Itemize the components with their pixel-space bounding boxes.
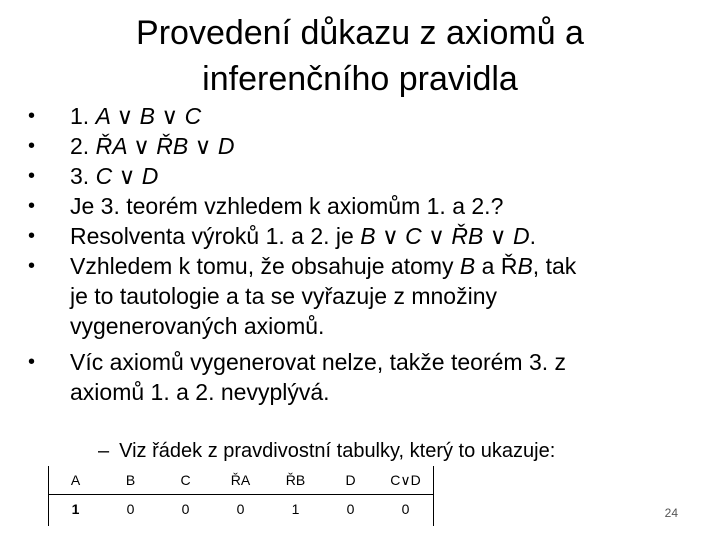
header-cell: D xyxy=(323,466,378,495)
page-number: 24 xyxy=(664,506,678,520)
table-cell: 0 xyxy=(236,501,245,517)
formula: B ∨ C ∨ ŘB ∨ D xyxy=(360,223,530,249)
bullet-text-line-2: je to tautologie a ta se vyřazuje z množiny xyxy=(70,283,498,309)
truth-table xyxy=(48,466,433,523)
formula: C ∨ D xyxy=(95,163,159,189)
table-cell: 0 xyxy=(126,501,135,517)
bullet-item-7 xyxy=(0,347,700,407)
bullet-text-line-1: Víc axiomů vygenerovat nelze, takže teorém 3. z xyxy=(70,349,567,375)
bullet-item-4 xyxy=(0,191,700,221)
title-line-1: Provedení důkazu z axiomů a xyxy=(136,14,584,52)
bullet-text-end: . xyxy=(529,223,536,249)
header-cell: ŘB xyxy=(268,466,323,495)
sub-bullet-text: Viz řádek z pravdivostní tabulky, který to ukazuje: xyxy=(119,440,556,462)
table-right-divider xyxy=(433,466,434,526)
bullet-dot: • xyxy=(28,165,36,187)
sub-bullet xyxy=(98,438,555,464)
bullet-dot: • xyxy=(28,351,36,373)
title-line-2: inferenčního pravidla xyxy=(202,60,518,98)
bullet-dot: • xyxy=(28,135,36,157)
header-cell: ŘA xyxy=(213,466,268,495)
bullet-text: Resolventa výroků 1. a 2. je xyxy=(70,223,361,249)
bullet-text: Vzhledem k tomu, že obsahuje atomy xyxy=(70,253,460,279)
formula: ŘA ∨ ŘB ∨ D xyxy=(95,133,235,159)
table-cell: 0 xyxy=(401,501,410,517)
item-number: 2. xyxy=(70,133,96,159)
bullet-item-2 xyxy=(0,131,700,161)
bullet-item-1 xyxy=(0,101,700,131)
bullet-text: a Ř xyxy=(475,253,518,279)
truth-table-header-row xyxy=(48,466,433,495)
bullet-item-6 xyxy=(0,251,700,341)
item-number: 1. xyxy=(70,103,96,129)
sub-bullet-dash: – xyxy=(98,440,110,462)
bullet-text: , tak xyxy=(532,253,577,279)
truth-table-row xyxy=(48,495,433,524)
bullet-dot: • xyxy=(28,195,36,217)
table-cell: 1 xyxy=(71,501,80,517)
header-cell: A xyxy=(48,466,103,495)
atom-b: B xyxy=(517,253,533,279)
bullet-text: Je 3. teorém vzhledem k axiomům 1. a 2.? xyxy=(70,193,504,219)
bullet-dot: • xyxy=(28,255,36,277)
bullet-item-5 xyxy=(0,221,700,251)
slide-title xyxy=(90,10,630,102)
item-number: 3. xyxy=(70,163,96,189)
bullet-dot: • xyxy=(28,105,36,127)
header-cell: C∨D xyxy=(378,466,433,495)
header-cell: C xyxy=(158,466,213,495)
bullet-list xyxy=(0,101,700,407)
formula: A ∨ B ∨ C xyxy=(95,103,202,129)
table-cell: 0 xyxy=(346,501,355,517)
table-cell: 0 xyxy=(181,501,190,517)
bullet-text-line-3: vygenerovaných axiomů. xyxy=(70,313,325,339)
bullet-item-3 xyxy=(0,161,700,191)
bullet-text-line-2: axiomů 1. a 2. nevyplývá. xyxy=(70,379,330,405)
table-left-divider xyxy=(48,466,49,526)
table-cell: 1 xyxy=(291,501,300,517)
atom-b: B xyxy=(459,253,476,279)
header-cell: B xyxy=(103,466,158,495)
bullet-dot: • xyxy=(28,225,36,247)
